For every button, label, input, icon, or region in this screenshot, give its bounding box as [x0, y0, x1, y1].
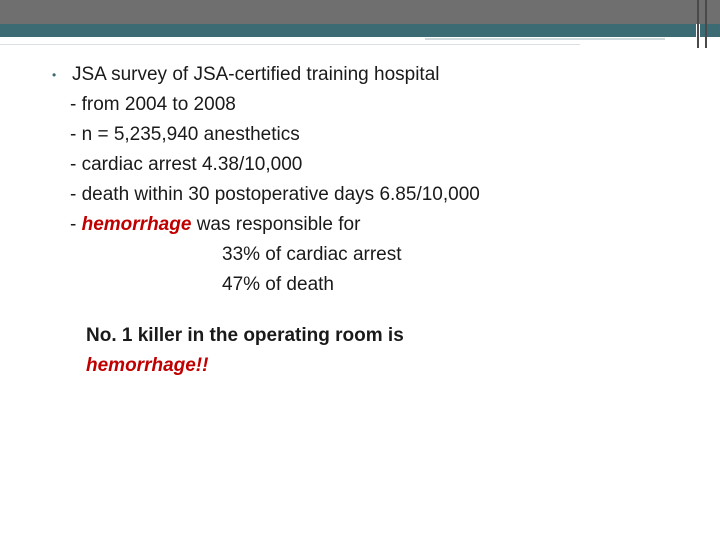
header-divider: [697, 0, 699, 48]
detail-line: - death within 30 postoperative days 6.85/10,000: [70, 184, 480, 205]
header-divider: [705, 0, 707, 48]
decorative-line: [0, 44, 580, 45]
bullet-text: JSA survey of JSA-certified training hospital: [72, 64, 440, 85]
decorative-line: [425, 38, 665, 40]
slide-body: [52, 60, 480, 300]
hemorrhage-word: hemorrhage: [81, 214, 192, 235]
hemorrhage-prefix: -: [70, 214, 82, 235]
summary-line: No. 1 killer in the operating room is: [86, 325, 404, 346]
header-accent-bar-right: [700, 24, 720, 37]
hemorrhage-line: [52, 210, 480, 240]
sub-line: 33% of cardiac arrest: [222, 244, 402, 265]
summary-text: [86, 321, 404, 381]
bullet-item: [52, 60, 480, 90]
header-accent-bar: [0, 24, 696, 37]
detail-line: - from 2004 to 2008: [70, 94, 236, 115]
summary-highlight: hemorrhage!!: [86, 355, 209, 376]
detail-line: - n = 5,235,940 anesthetics: [70, 124, 300, 145]
hemorrhage-suffix: was responsible for: [191, 214, 361, 235]
detail-line: - cardiac arrest 4.38/10,000: [70, 154, 303, 175]
sub-line: 47% of death: [222, 274, 334, 295]
bullet-icon: •: [52, 68, 57, 82]
header-bar: [0, 0, 720, 24]
